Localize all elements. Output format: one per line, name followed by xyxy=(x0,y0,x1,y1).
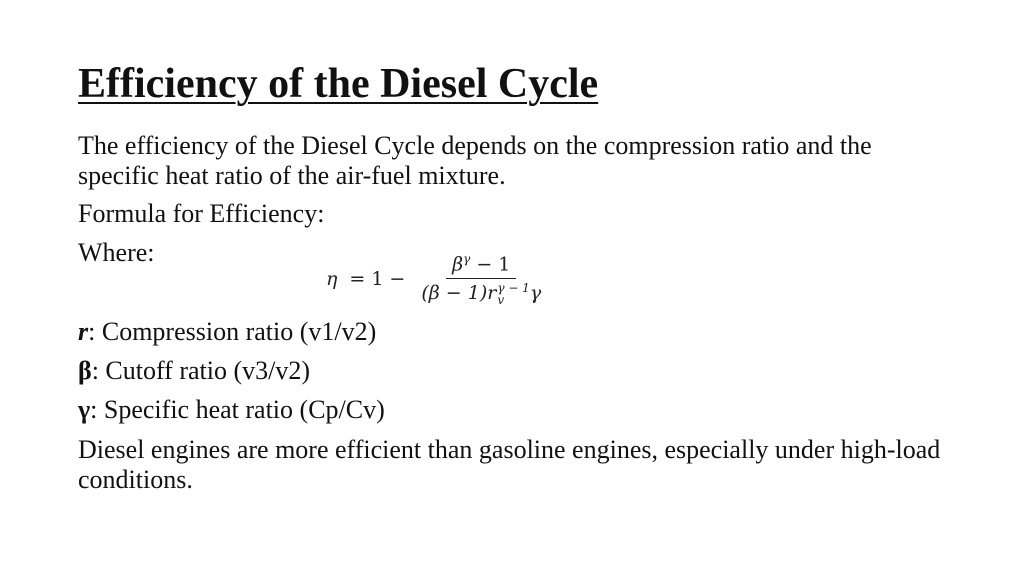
definition-beta xyxy=(78,356,958,386)
definition-gamma xyxy=(78,395,958,425)
definition-beta-text: : Cutoff ratio (v3/v2) xyxy=(91,356,311,385)
denominator-r-sub: v xyxy=(497,293,505,308)
denominator-r-scripts xyxy=(497,282,530,306)
definition-beta-symbol: β xyxy=(78,356,92,385)
denominator-r-sup: γ − 1 xyxy=(497,281,530,296)
denominator-gamma: γ xyxy=(529,282,542,305)
numerator-beta: β xyxy=(452,253,464,276)
definition-gamma-symbol: γ xyxy=(78,395,91,424)
formula-label: Formula for Efficiency: xyxy=(78,199,325,228)
denominator-paren: (β − 1) xyxy=(421,282,488,305)
formula-fraction xyxy=(415,252,547,306)
closing-paragraph: Diesel engines are more efficient than gasoline engines, especially under high-load conditions. xyxy=(78,435,941,494)
intro-paragraph: The efficiency of the Diesel Cycle depends on the compression ratio and the specific heat ratio of the air-fuel mixture. xyxy=(78,131,872,190)
formula-one: 1 xyxy=(371,268,384,291)
slide-title: Efficiency of the Diesel Cycle xyxy=(78,61,599,107)
formula-equals: = xyxy=(349,268,366,291)
formula-minus: − xyxy=(389,268,406,291)
formula-numerator xyxy=(446,252,516,279)
definition-r xyxy=(78,317,958,347)
formula-eta: η xyxy=(326,268,338,291)
denominator-r: r xyxy=(487,282,497,305)
definition-r-symbol: r xyxy=(78,317,89,346)
definition-gamma-text: : Specific heat ratio (Cp/Cv) xyxy=(90,395,385,424)
formula-denominator xyxy=(415,279,547,306)
numerator-minus-one: − 1 xyxy=(470,253,511,276)
efficiency-formula xyxy=(326,252,547,306)
where-label: Where: xyxy=(78,238,155,267)
numerator-gamma-exponent: γ xyxy=(463,252,471,266)
definition-r-text: : Compression ratio (v1/v2) xyxy=(88,317,377,346)
